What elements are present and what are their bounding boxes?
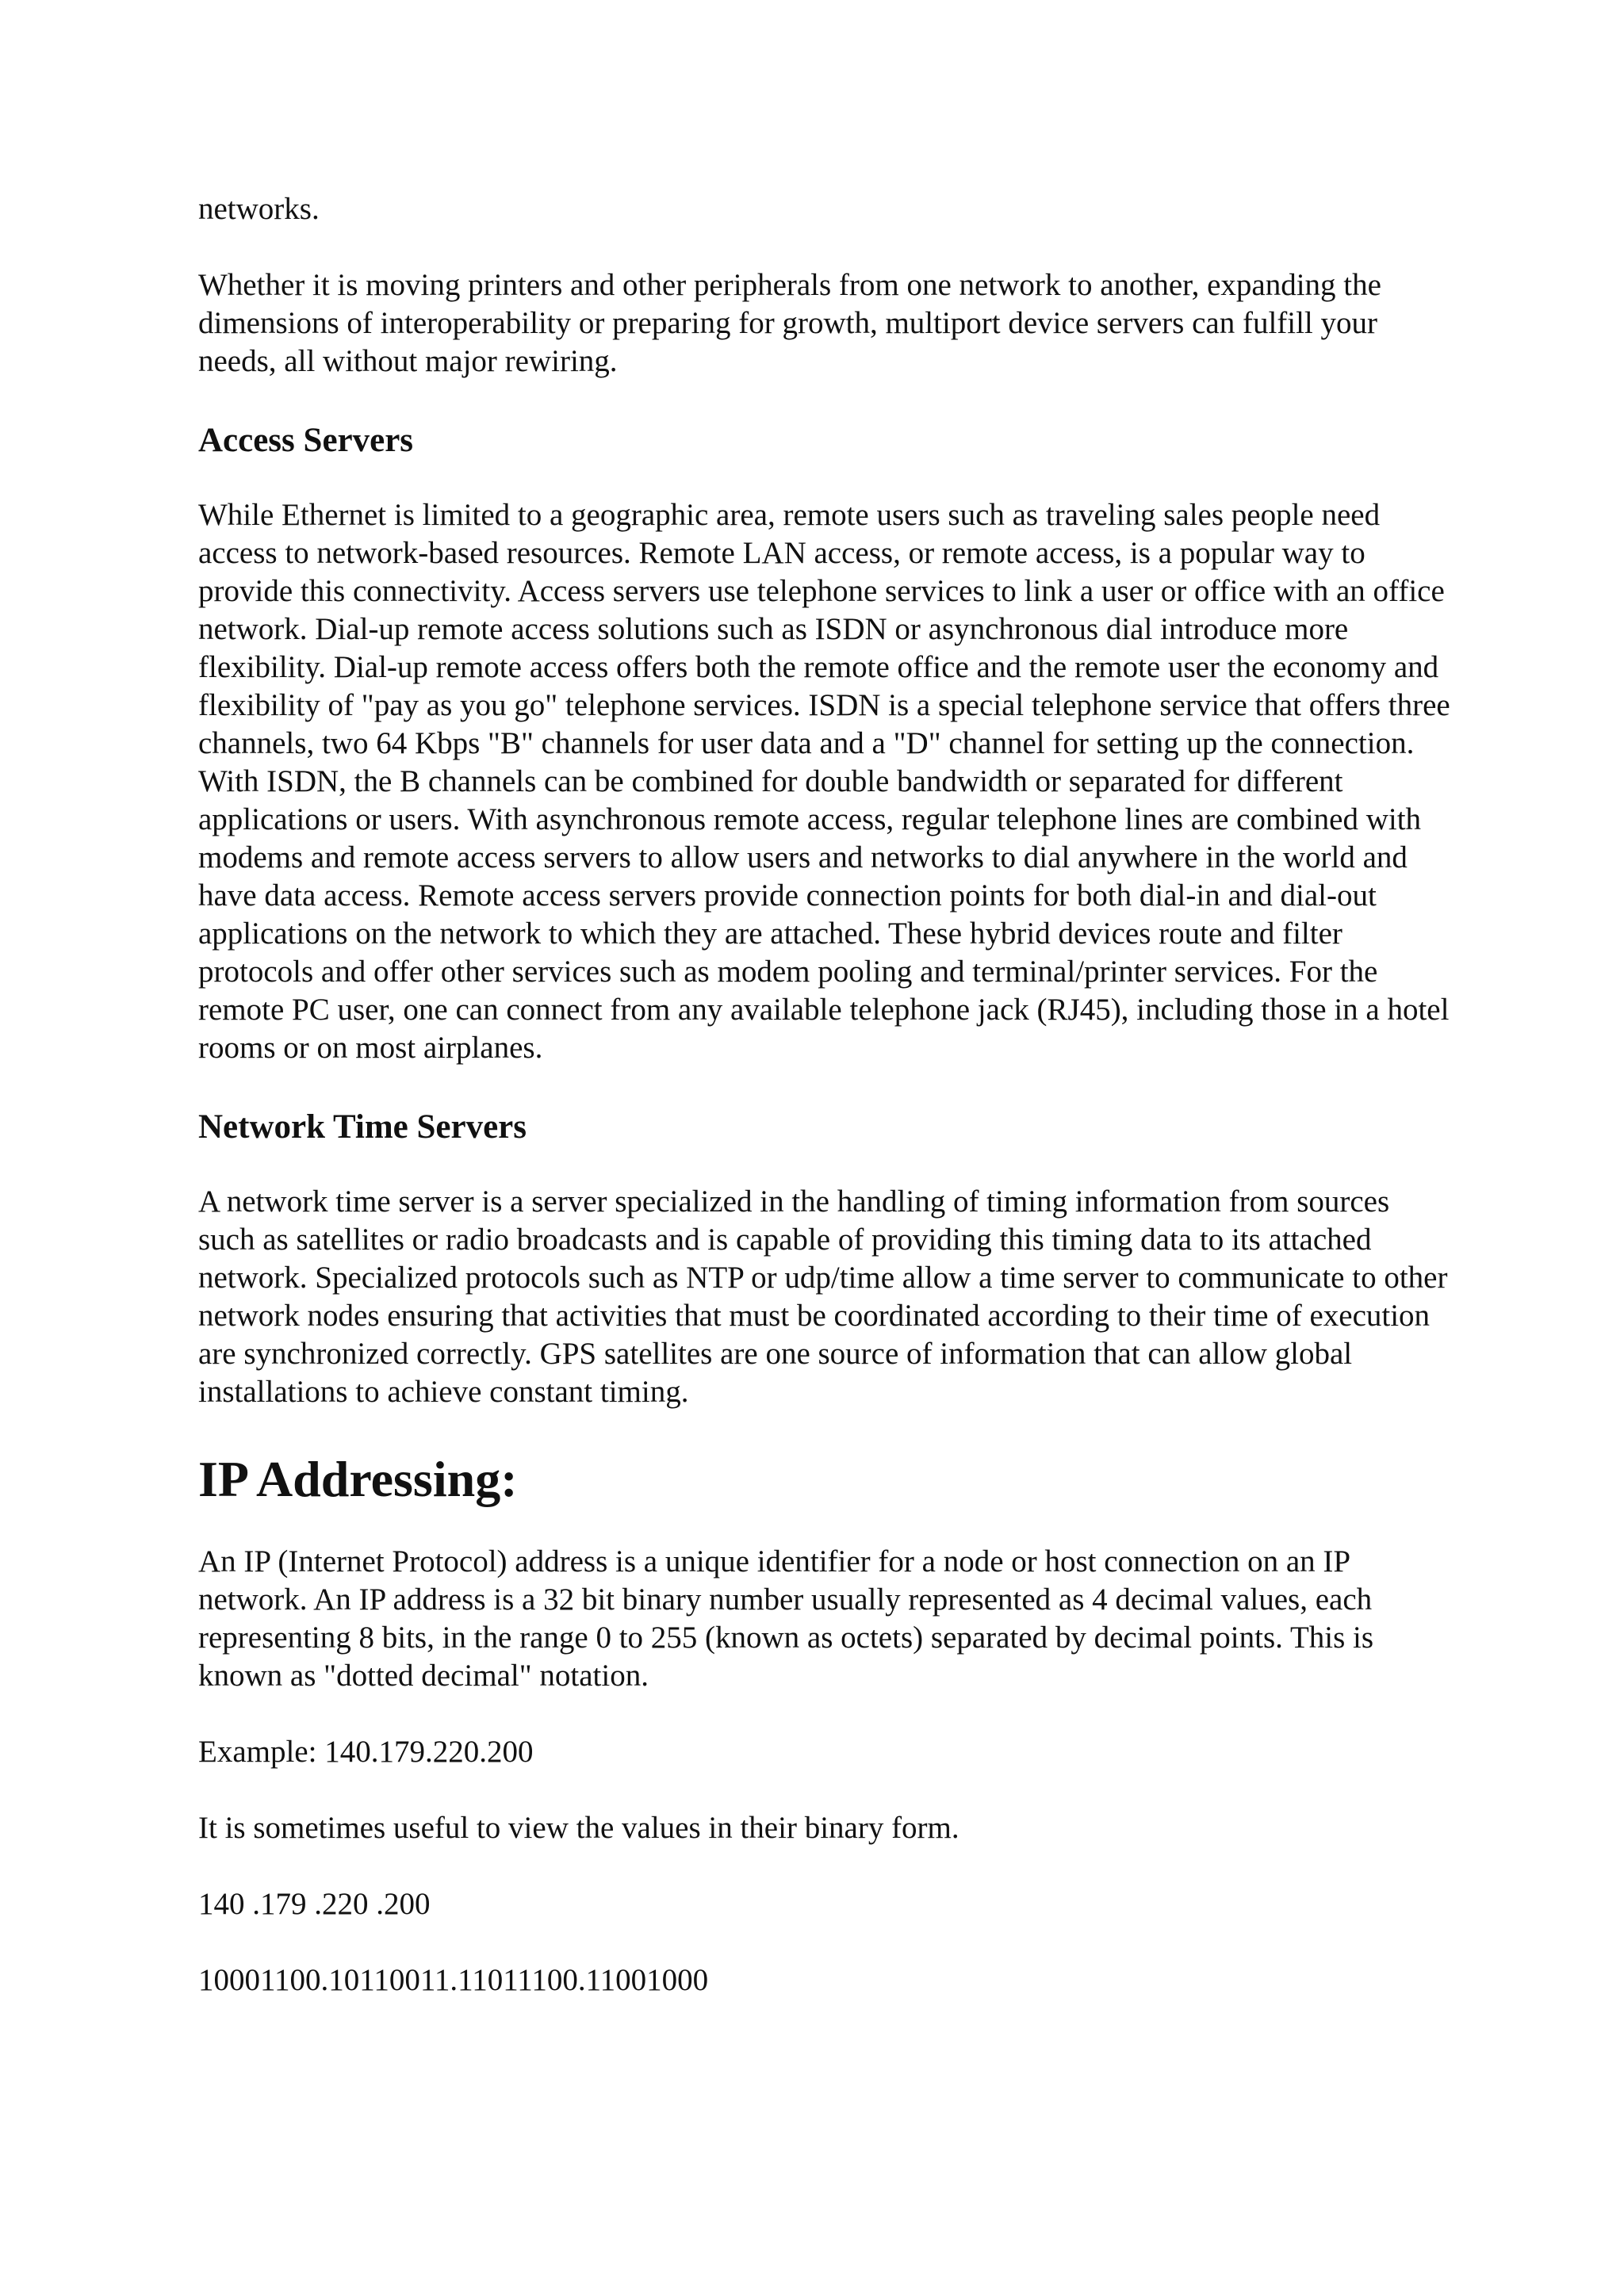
ip-example-text: Example: 140.179.220.200 [198, 1735, 534, 1769]
decimal-octets-text: 140 .179 .220 .200 [198, 1887, 431, 1921]
binary-octets-text: 10001100.10110011.11011100.11001000 [198, 1963, 709, 1997]
binary-intro-text: It is sometimes useful to view the values in their binary form. [198, 1811, 959, 1845]
ip-addressing-heading: IP Addressing: [198, 1451, 518, 1507]
ip-addressing-paragraph: An IP (Internet Protocol) address is a unique identifier for a node or host connection on an IP network. An IP address is a 32 bit binary number usually represented as 4 decimal values, each representing 8 bits, in the range 0 to 255 (known as octets) separated by decimal points. This is known as "dotted decimal" notation. [198, 1544, 1374, 1693]
multiport-paragraph: Whether it is moving printers and other peripherals from one network to another, expanding the dimensions of interoperability or preparing for growth, multiport device servers can fulfill your needs, all without major rewiring. [198, 268, 1381, 378]
document-page [198, 190, 1451, 1999]
intro-tail-text: networks. [198, 192, 320, 226]
network-time-servers-paragraph: A network time server is a server specialized in the handling of timing information from sources such as satellites or radio broadcasts and is capable of providing this timing data to its attached network. Specialized protocols such as NTP or udp/time allow a time server to communicate to other network nodes ensuring that activities that must be coordinated according to their time of execution are synchronized correctly. GPS satellites are one source of information that can allow global installations to achieve constant timing. [198, 1184, 1448, 1409]
access-servers-paragraph: While Ethernet is limited to a geographic area, remote users such as traveling sales people need access to network-based resources. Remote LAN access, or remote access, is a popular way to provide this connectivity. Access servers use telephone services to link a user or office with an office network. Dial-up remote access solutions such as ISDN or asynchronous dial introduce more flexibility. Dial-up remote access offers both the remote office and the remote user the economy and flexibility of "pay as you go" telephone services. ISDN is a special telephone service that offers three channels, two 64 Kbps "B" channels for user data and a "D" channel for setting up the connection. With ISDN, the B channels can be combined for double bandwidth or separated for different applications or users. With asynchronous remote access, regular telephone lines are combined with modems and remote access servers to allow users and networks to dial anywhere in the world and have data access. Remote access servers provide connection points for both dial-in and dial-out applications on the network to which they are attached. These hybrid devices route and filter protocols and offer other services such as modem pooling and terminal/printer services. For the remote PC user, one can connect from any available telephone jack (RJ45), including those in a hotel rooms or on most airplanes. [198, 498, 1450, 1065]
access-servers-heading: Access Servers [198, 422, 414, 459]
network-time-servers-heading: Network Time Servers [198, 1108, 527, 1146]
